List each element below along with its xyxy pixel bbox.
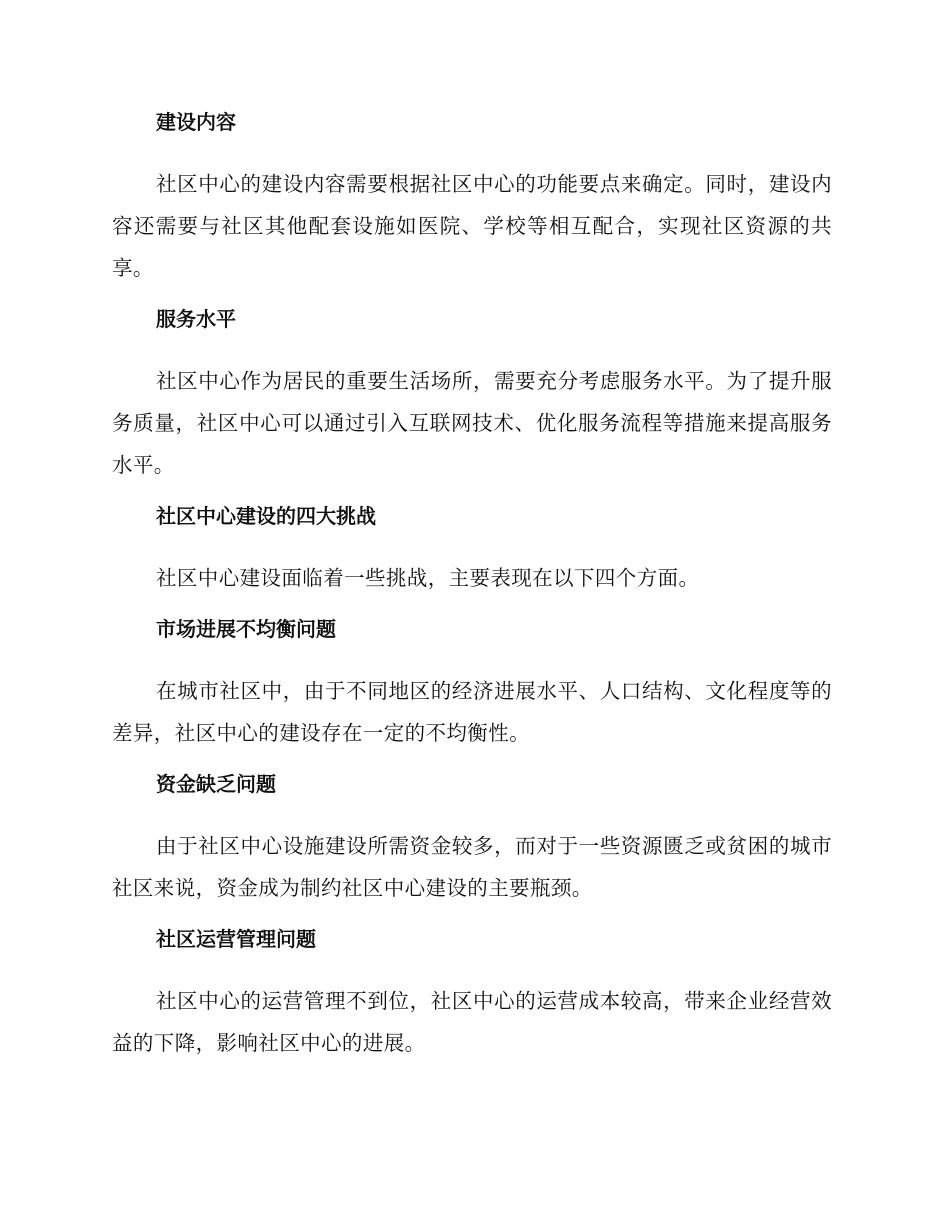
section-body-funding-shortage: 由于社区中心设施建设所需资金较多，而对于一些资源匮乏或贫困的城市社区来说，资金成为制约社区中心建设的主要瓶颈。 (112, 834, 832, 900)
section-heading-operations-management: 社区运营管理问题 (156, 927, 316, 951)
section-body-operations-management: 社区中心的运营管理不到位，社区中心的运营成本较高，带来企业经营效益的下降，影响社区中心的进展。 (112, 989, 832, 1055)
section-body-service-level: 社区中心作为居民的重要生活场所，需要充分考虑服务水平。为了提升服务质量，社区中心可以通过引入互联网技术、优化服务流程等措施来提高服务水平。 (112, 369, 832, 477)
section-body-uneven-development: 在城市社区中，由于不同地区的经济进展水平、人口结构、文化程度等的差异，社区中心的建设存在一定的不均衡性。 (112, 679, 832, 745)
section-heading-uneven-development: 市场进展不均衡问题 (156, 617, 336, 641)
section-heading-service-level: 服务水平 (156, 307, 236, 331)
document-page (112, 108, 832, 1080)
section-heading-four-challenges: 社区中心建设的四大挑战 (156, 504, 376, 528)
section-heading-funding-shortage: 资金缺乏问题 (156, 772, 276, 796)
section-heading-construction-content: 建设内容 (156, 110, 236, 134)
section-body-construction-content: 社区中心的建设内容需要根据社区中心的功能要点来确定。同时，建设内容还需要与社区其他配套设施如医院、学校等相互配合，实现社区资源的共享。 (112, 172, 832, 280)
section-body-four-challenges: 社区中心建设面临着一些挑战，主要表现在以下四个方面。 (156, 566, 700, 590)
